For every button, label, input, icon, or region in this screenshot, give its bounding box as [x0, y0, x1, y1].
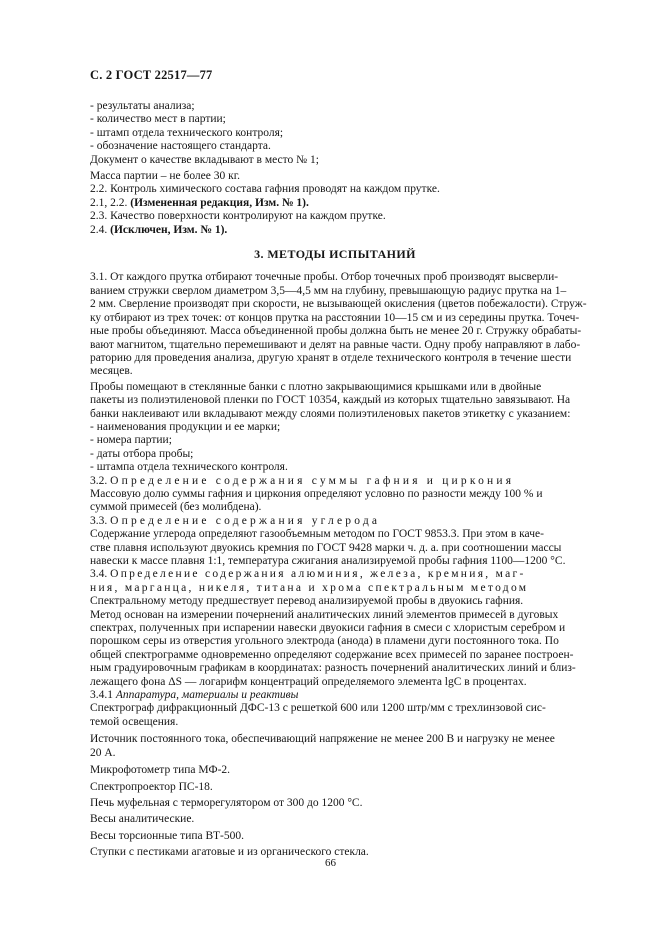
page-number: 66	[325, 857, 336, 869]
text-line: Метод основан на измерении почернений аналитических линий элементов примесей в дуговых	[90, 608, 559, 621]
text-line: 3.1. От каждого прутка отбирают точечные пробы. Отбор точечных проб производят высверли-	[90, 271, 559, 284]
list-item: - штамп отдела технического контроля;	[90, 126, 284, 139]
text-line: 20 А.	[90, 746, 116, 759]
clause-number: 2.4.	[90, 223, 108, 236]
text-line: вают магнитом, тщательно перемешивают и делят на равные части. Одну пробу направляют в лабо-	[90, 338, 581, 351]
equipment-item: Печь муфельная с терморегулятором от 300 до 1200 °С.	[90, 796, 363, 809]
text-line: Пробы помещают в стеклянные банки с плотно закрывающимися крышками или в двойные	[90, 380, 542, 393]
text-line: порошком серы из отверстия угольного электрода (анода) в пламени дуги постоянного тока. По	[90, 635, 559, 648]
text-line: Источник постоянного тока, обеспечивающий напряжение не менее 200 В и нагрузку не менее	[90, 733, 555, 746]
clause-heading	[90, 475, 580, 488]
list-item: - наименования продукции и ее марки;	[90, 420, 281, 433]
list-item: - количество мест в партии;	[90, 113, 226, 126]
clause-title: Определение содержания углерода	[110, 514, 381, 527]
subclause-title: Аппаратура, материалы и реактивы	[115, 689, 299, 702]
text-line: ванием стружки сверлом диаметром 3,5—4,5 мм на глубину, превышающую радиус прутка на 1–	[90, 284, 567, 297]
equipment-item: Спектропроектор ПС-18.	[90, 780, 213, 793]
clause-number: 3.3.	[90, 514, 108, 527]
equipment-item: Ступки с пестиками агатовые и из органического стекла.	[90, 846, 369, 859]
text-line: ным градуировочным графикам в координатах: разность почернений аналитических линий и близ-	[90, 662, 576, 675]
text-line: суммой примесей (без молибдена).	[90, 501, 262, 514]
text-line: темой освещения.	[90, 715, 179, 728]
text-line: Содержание углерода определяют газообъемным методом по ГОСТ 9853.3. При этом в каче-	[90, 528, 544, 541]
clause-number: 3.4.	[90, 568, 108, 581]
page-header: С. 2 ГОСТ 22517—77	[90, 68, 213, 82]
list-item: - результаты анализа;	[90, 100, 195, 112]
text-line: общей спектрограмме одновременно определяют содержание всех примесей по заранее построен-	[90, 648, 574, 661]
text-line: стве плавня используют двуокись кремния по ГОСТ 9428 марки ч. д. а. при соотношении массы	[90, 541, 562, 554]
clause-heading	[90, 568, 580, 581]
equipment-item: Весы аналитические.	[90, 813, 195, 826]
paragraph: 2.3. Качество поверхности контролируют на каждом прутке.	[90, 210, 386, 223]
clause-heading	[90, 515, 580, 528]
clause-number: 3.2.	[90, 474, 108, 487]
paragraph: Масса партии – не более 30 кг.	[90, 170, 241, 183]
text-line: месяцев.	[90, 365, 133, 378]
section-title: 3. МЕТОДЫ ИСПЫТАНИЙ	[254, 247, 416, 262]
text-line: ные пробы объединяют. Масса объединенной пробы должна быть не менее 20 г. Стружку обрабаты-	[90, 325, 582, 338]
text-line: спектрах, полученных при испарении навески двуокиси гафния в смеси с хлористым серебром и	[90, 622, 566, 635]
clause-number: 2.1, 2.2.	[90, 196, 128, 209]
clause-number: 3.4.1	[90, 689, 113, 702]
paragraph	[90, 197, 580, 210]
list-item: - обозначение настоящего стандарта.	[90, 140, 271, 153]
text-line: пакеты из полиэтиленовой пленки по ГОСТ 10354, каждый из которых тщательно завязывают. На	[90, 394, 571, 407]
paragraph: Документ о качестве вкладывают в место № 1;	[90, 153, 319, 166]
amendment-note: (Исключен, Изм. № 1).	[110, 223, 228, 236]
list-item: - штампа отдела технического контроля.	[90, 461, 288, 474]
subclause-heading	[90, 689, 580, 702]
clause-title-continued: ния, марганца, никеля, титана и хрома спектральным методом	[90, 581, 529, 594]
text-line: банки наклеивают или вкладывают между слоями полиэтиленовых пакетов этикетку с указанием:	[90, 407, 571, 420]
list-item: - номера партии;	[90, 434, 172, 447]
text-line: лежащего фона ΔS — логарифм концентраций определяемого элемента lgC в процентах.	[90, 675, 527, 688]
paragraph: 2.2. Контроль химического состава гафния проводят на каждом прутке.	[90, 183, 440, 196]
equipment-item: Микрофотометр типа МФ-2.	[90, 764, 231, 777]
list-item: - даты отбора пробы;	[90, 447, 194, 460]
text-line: Массовую долю суммы гафния и циркония определяют условно по разности между 100 % и	[90, 487, 543, 500]
text-line: ку отбирают из трех точек: от концов прутка на расстоянии 10—15 см и из середины прутка. Точеч-	[90, 311, 580, 324]
page-content	[90, 100, 587, 860]
clause-title: Определение содержания суммы гафния и циркония	[110, 474, 515, 487]
text-line: Спектральному методу предшествует перевод анализируемой пробы в двуокись гафния.	[90, 595, 524, 608]
equipment-item: Весы торсионные типа ВТ-500.	[90, 829, 244, 842]
text-line: 2 мм. Сверление производят при скорости, не вызывающей окисления (цветов побежалости). Струж-	[90, 298, 587, 311]
text-line: раторию для проведения анализа, другую хранят в отделе технического контроля в течение шести	[90, 351, 572, 364]
text-line: навески к массе плавня 1:1, температура сжигания анализируемой пробы гафния 1100—1200 °С.	[90, 555, 566, 567]
text-line: Спектрограф дифракционный ДФС-13 с решеткой 600 или 1200 штр/мм с трехлинзовой сис-	[90, 702, 546, 715]
amendment-note: (Измененная редакция, Изм. № 1).	[130, 196, 309, 209]
clause-title: Определение содержания алюминия, железа, кремния, маг-	[110, 568, 526, 581]
paragraph	[90, 224, 580, 237]
